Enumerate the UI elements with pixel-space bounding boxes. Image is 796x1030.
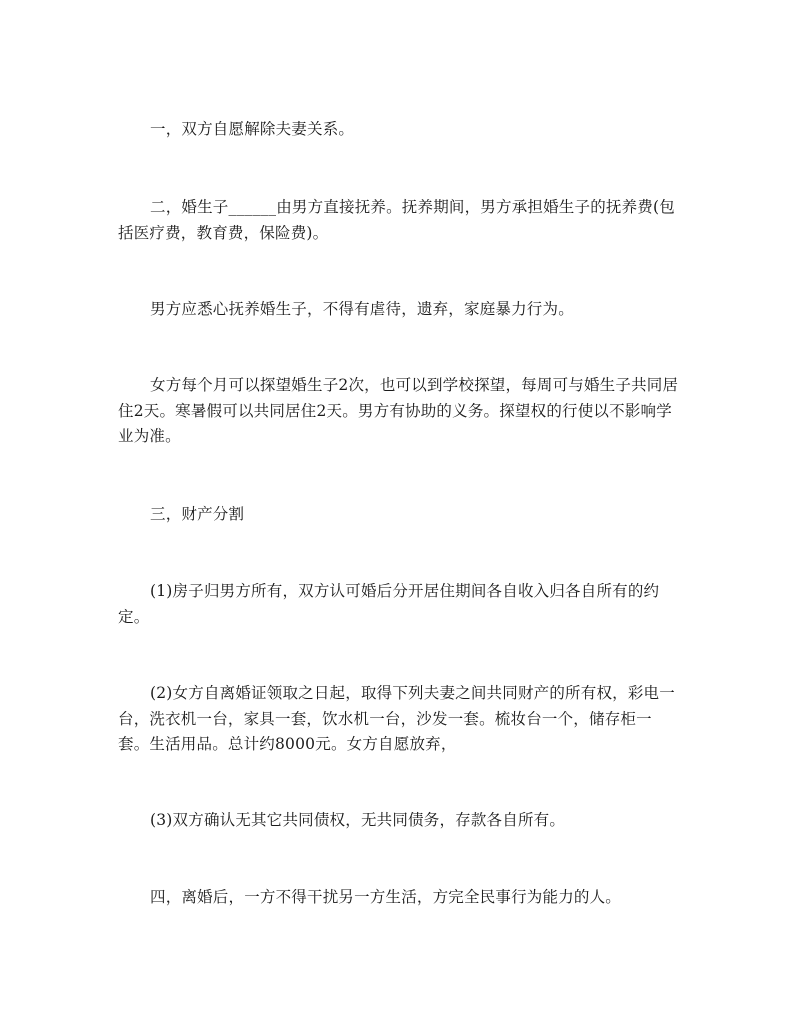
clause-3-property-division-heading: 三，财产分割 [150,505,245,523]
clause-2-visitation-rights: 女方每个月可以探望婚生子2次，也可以到学校探望，每周可与婚生子共同居住2天。寒暑假可以共同居住2天。男方有协助的义务。探望权的行使以不影响学业为准。 [118,376,679,445]
clause-4-no-interference: 四，离婚后，一方不得干扰另一方生活，方完全民事行为能力的人。 [150,888,622,906]
clause-2-care-obligation: 男方应悉心抚养婚生子，不得有虐待，遗弃，家庭暴力行为。 [150,300,574,318]
clause-3-item-3-debts: (3)双方确认无其它共同债权，无共同债务，存款各自所有。 [150,811,566,829]
clause-1-dissolve-marriage: 一，双方自愿解除夫妻关系。 [150,120,355,138]
clause-2-child-custody: 二，婚生子______由男方直接抚养。抚养期间，男方承担婚生子的抚养费(包括医疗费，教育费，保险费)。 [118,198,675,242]
clause-3-item-2-joint-property: (2)女方自离婚证领取之日起，取得下列夫妻之间共同财产的所有权，彩电一台，洗衣机一台，家具一套，饮水机一台，沙发一套。梳妆台一个，储存柜一套。生活用品。总计约8000元。女方自愿放弃， [118,684,675,753]
clause-3-item-1-house: (1)房子归男方所有，双方认可婚后分开居住期间各自收入归各自所有的约定。 [118,582,660,626]
